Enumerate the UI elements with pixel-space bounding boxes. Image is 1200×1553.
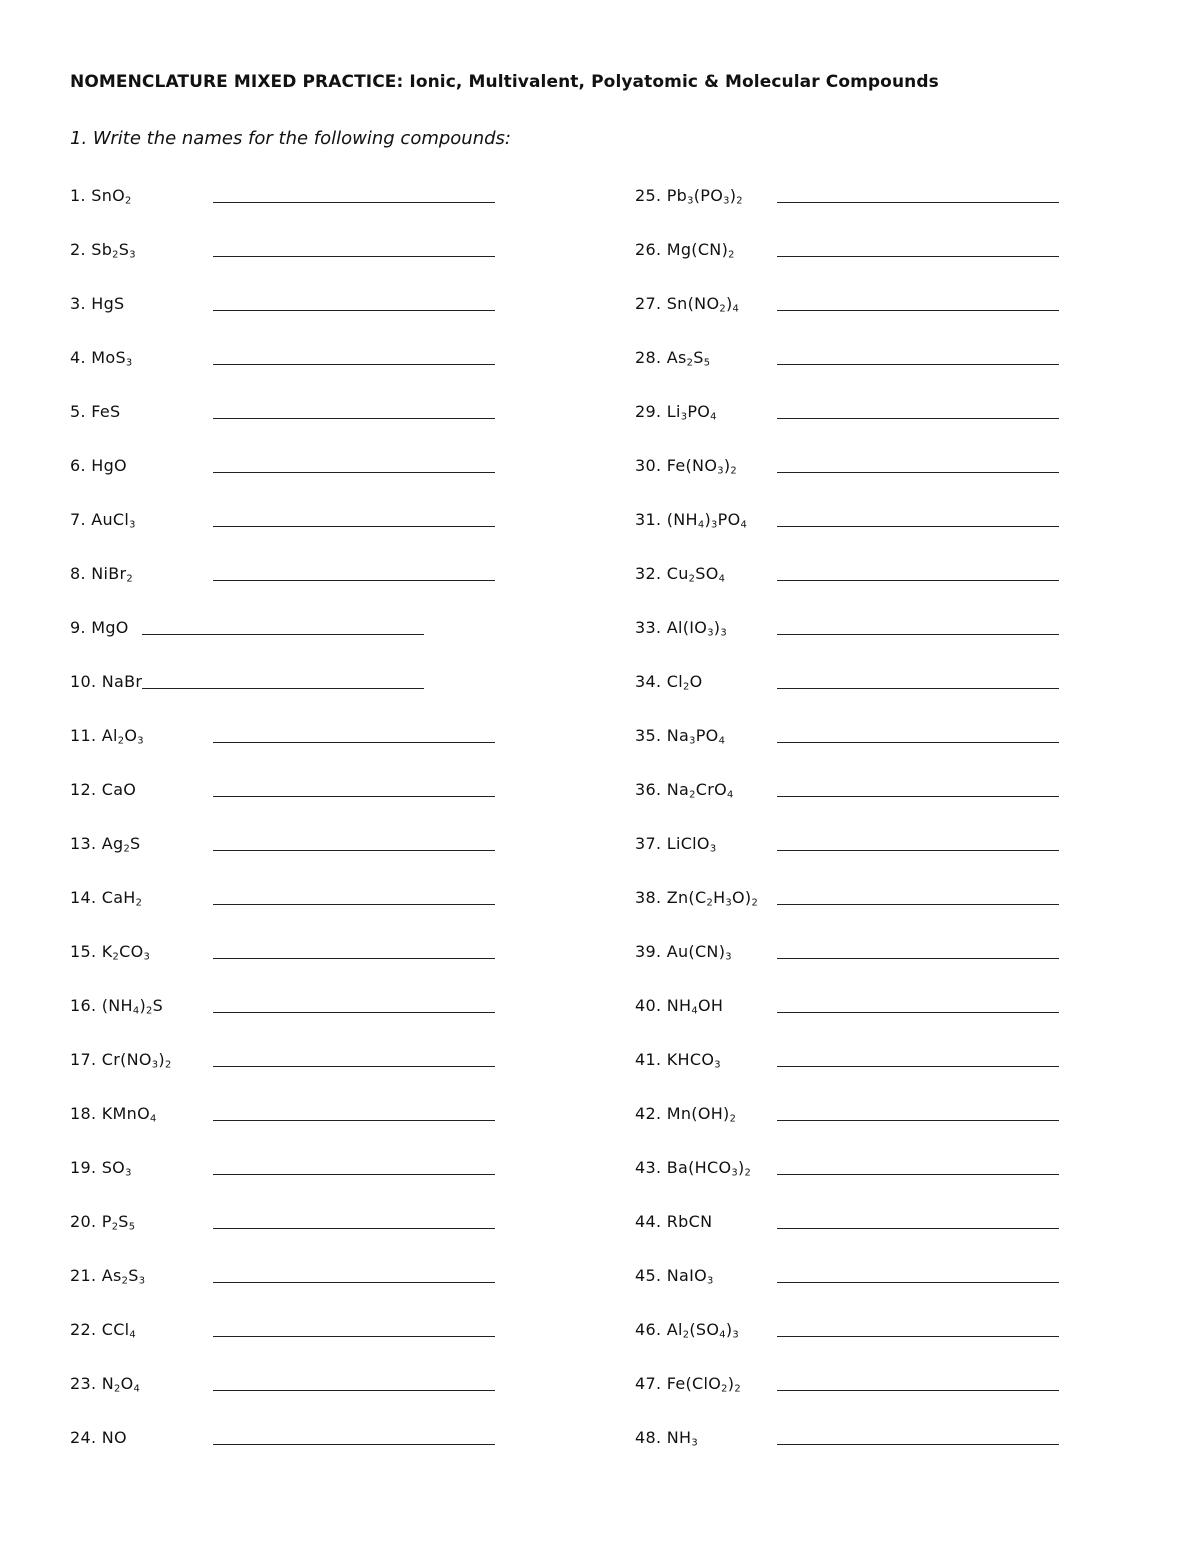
answer-blank[interactable]: [213, 310, 495, 311]
answer-blank[interactable]: [213, 742, 495, 743]
compound-formula: 9. MgO: [70, 618, 129, 637]
answer-blank[interactable]: [777, 1012, 1059, 1013]
answer-blank[interactable]: [213, 1066, 495, 1067]
answer-blank[interactable]: [777, 742, 1059, 743]
answer-blank[interactable]: [777, 310, 1059, 311]
instruction-text: 1. Write the names for the following compounds:: [70, 128, 511, 149]
answer-blank[interactable]: [777, 850, 1059, 851]
compound-formula: 14. CaH$_2$: [70, 888, 143, 909]
compound-formula: 3. HgS: [70, 294, 125, 313]
answer-blank[interactable]: [777, 688, 1059, 689]
answer-blank[interactable]: [777, 202, 1059, 203]
compound-formula: 40. $NH_4OH$: [635, 996, 724, 1017]
compound-formula: 11. $Al_2O_3$: [70, 726, 144, 747]
compound-formula: 13. $Ag_2S$: [70, 834, 141, 855]
answer-blank[interactable]: [213, 526, 495, 527]
compound-formula: 21. $As_2S_3$: [70, 1266, 146, 1287]
answer-blank[interactable]: [213, 796, 495, 797]
compound-formula: 43. $Ba(HCO_3)_2$: [635, 1158, 752, 1179]
compound-formula: 28. $As_2S_5$: [635, 348, 711, 369]
compound-formula: 4. MoS$_3$: [70, 348, 133, 369]
compound-formula: 34. $Cl_2O$: [635, 672, 703, 693]
compound-formula: 23. $N_2O_4$: [70, 1374, 141, 1395]
answer-blank[interactable]: [777, 1390, 1059, 1391]
answer-blank[interactable]: [777, 634, 1059, 635]
answer-blank[interactable]: [777, 256, 1059, 257]
answer-blank[interactable]: [213, 418, 495, 419]
compound-formula: 17. $Cr(NO_3)_2$: [70, 1050, 172, 1071]
compound-formula: 38. $Zn(C_2H_3O)_2$: [635, 888, 759, 909]
compound-formula: 8. NiBr$_2$: [70, 564, 134, 585]
answer-blank[interactable]: [213, 850, 495, 851]
compound-formula: 12. CaO: [70, 780, 137, 799]
compound-formula: 39. $Au(CN)_3$: [635, 942, 732, 963]
compound-formula: 19. $SO_3$: [70, 1158, 132, 1179]
compound-formula: 10. NaBr: [70, 672, 143, 691]
answer-blank[interactable]: [777, 1282, 1059, 1283]
answer-blank[interactable]: [777, 418, 1059, 419]
compound-formula: 16. $(NH_4)_2S$: [70, 996, 164, 1017]
answer-blank[interactable]: [142, 634, 424, 635]
answer-blank[interactable]: [213, 904, 495, 905]
answer-blank[interactable]: [213, 1336, 495, 1337]
compound-formula: 27. $Sn(NO_2)_4$: [635, 294, 740, 315]
answer-blank[interactable]: [213, 1444, 495, 1445]
answer-blank[interactable]: [777, 1444, 1059, 1445]
compound-formula: 45. NaIO$_3$: [635, 1266, 714, 1287]
answer-blank[interactable]: [777, 580, 1059, 581]
compound-formula: 30. $Fe(NO_3)_2$: [635, 456, 737, 477]
answer-blank[interactable]: [777, 958, 1059, 959]
answer-blank[interactable]: [213, 1174, 495, 1175]
answer-blank[interactable]: [777, 1174, 1059, 1175]
compound-formula: 31. $(NH_4)_3PO_4$: [635, 510, 748, 531]
compound-formula: 44. RbCN: [635, 1212, 713, 1231]
answer-blank[interactable]: [213, 364, 495, 365]
compound-formula: 37. LiClO$_3$: [635, 834, 717, 855]
answer-blank[interactable]: [213, 958, 495, 959]
compound-formula: 18. KMnO$_4$: [70, 1104, 157, 1125]
answer-blank[interactable]: [777, 526, 1059, 527]
answer-blank[interactable]: [777, 364, 1059, 365]
compound-formula: 1. SnO$_2$: [70, 186, 132, 207]
answer-blank[interactable]: [777, 1336, 1059, 1337]
answer-blank[interactable]: [777, 1120, 1059, 1121]
compound-formula: 35. $Na_3PO_4$: [635, 726, 726, 747]
answer-blank[interactable]: [213, 1120, 495, 1121]
compound-formula: 46. $Al_2(SO_4)_3$: [635, 1320, 740, 1341]
compound-formula: 29. $Li_3PO_4$: [635, 402, 717, 423]
answer-blank[interactable]: [213, 1390, 495, 1391]
answer-blank[interactable]: [777, 1066, 1059, 1067]
answer-blank[interactable]: [777, 796, 1059, 797]
answer-blank[interactable]: [777, 1228, 1059, 1229]
compound-formula: 7. AuCl$_3$: [70, 510, 136, 531]
answer-blank[interactable]: [777, 904, 1059, 905]
answer-blank[interactable]: [213, 202, 495, 203]
compound-formula: 2. $Sb_2S_3$: [70, 240, 136, 261]
answer-blank[interactable]: [777, 472, 1059, 473]
compound-formula: 15. $K_2CO_3$: [70, 942, 151, 963]
compound-formula: 41. $KHCO_3$: [635, 1050, 721, 1071]
answer-blank[interactable]: [213, 1012, 495, 1013]
compound-formula: 32. $Cu_2SO_4$: [635, 564, 726, 585]
answer-blank[interactable]: [142, 688, 424, 689]
answer-blank[interactable]: [213, 1282, 495, 1283]
compound-formula: 36. $Na_2CrO_4$: [635, 780, 734, 801]
compound-formula: 5. FeS: [70, 402, 121, 421]
compound-formula: 6. HgO: [70, 456, 127, 475]
answer-blank[interactable]: [213, 580, 495, 581]
worksheet-title: NOMENCLATURE MIXED PRACTICE: Ionic, Multivalent, Polyatomic & Molecular Compounds: [70, 72, 939, 92]
compound-formula: 22. CCl$_4$: [70, 1320, 137, 1341]
answer-blank[interactable]: [213, 472, 495, 473]
compound-formula: 26. $Mg(CN)_2$: [635, 240, 735, 261]
compound-formula: 47. $Fe(ClO_2)_2$: [635, 1374, 741, 1395]
compound-formula: 33. $Al(IO_3)_3$: [635, 618, 727, 639]
answer-blank[interactable]: [213, 1228, 495, 1229]
compound-formula: 24. NO: [70, 1428, 127, 1447]
answer-blank[interactable]: [213, 256, 495, 257]
compound-formula: 42. $Mn(OH)_2$: [635, 1104, 737, 1125]
compound-formula: 48. $NH_3$: [635, 1428, 698, 1449]
compound-formula: 20. $P_2S_5$: [70, 1212, 136, 1233]
compound-formula: 25. $Pb_3(PO_3)_2$: [635, 186, 743, 207]
